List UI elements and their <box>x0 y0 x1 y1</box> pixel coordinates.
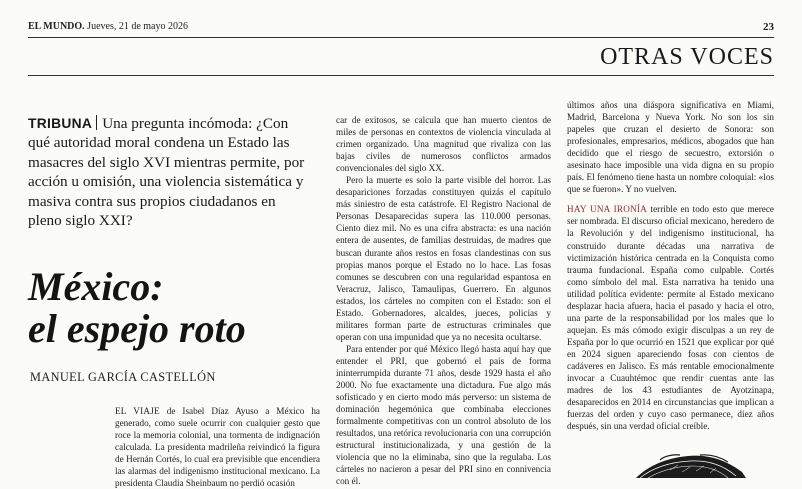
body-paragraph: car de exitosos, se calcula que han muerto cientos de miles de personas en contextos de violencia vinculada al crimen organizado. Una magnitud que rivaliza con las bajas civiles de numerosos conflictos armados convencionales del siglo XX. <box>336 115 551 174</box>
tribuna-deck-paragraph <box>28 114 310 230</box>
paragraph-text: terrible en todo esto que merece ser nombrada. El discurso oficial mexicano, heredero de la Revolución y del indigenismo institucional, ha construido durante décadas una narrativa de victimización histórica centrada en la Conquista como trauma fundacional. España como culpable. Cortés como símbolo del mal. Esta narrativa ha tenido una utilidad política evidente: permite al Estado mexicano desplazar hacia afuera, hacia el pasado y hacia el otro, una parte de la responsabilidad por los males que lo aquejan. Es más cómodo exigir disculpas a un rey de España por lo que ocurrió en 1521 que explicar por qué en 2024 siguen apareciendo fosas con cientos de cadáveres en Jalisco. Es más rentable emocionalmente invocar a Cuauhtémoc que rendir cuentas ante las madres de los 43 estudiantes de Ayotzinapa, desaparecidos en 2014 en circunstancias que implican a fuerzas del orden y cuyo caso permanece, diez años después, sin una verdad oficial creíble. <box>567 204 775 432</box>
issue-date: Jueves, 21 de mayo 2026 <box>87 21 188 32</box>
masthead <box>28 21 774 35</box>
headline-line-1: México: <box>28 264 164 309</box>
body-column-2 <box>336 114 551 487</box>
headline-line-2: el espejo roto <box>28 306 246 351</box>
body-column-3 <box>567 99 774 459</box>
body-paragraph: últimos años una diáspora significativa en Miami, Madrid, Barcelona y Nueva York. No son los sin papeles que cruzan el desierto de Sonora: son profesionales, empresarios, médicos, abogados que han decidido que el riesgo de secuestro, extorsión o asesinato hace imposible una vida digna en su propio país. El fenómeno tiene hasta un nombre coloquial: «los que se fueron». Y no vuelven. <box>567 100 774 195</box>
body-paragraph: Pero la muerte es solo la parte visible del horror. Las desapariciones forzadas constituyen quizás el capítulo más siniestro de esta catástrofe. El Registro Nacional de Personas Desaparecidas supera las 110.000 personas. Ciento diez mil. No es una cifra abstracta: es una nación entera de ausentes, de familias destruidas, de madres que buscan durante años restos en fosas clandestinas con sus propias manos porque el Estado no lo hace. Las fosas comunes se descubren con una regularidad espantosa en Veracruz, Jalisco, Tamaulipas, Guerrero. En algunos estados, los cárteles no compiten con el Estado: son el Estado. Gobernadores, alcaldes, jueces, policías y militares forman parte de estructuras criminales que operan con una impunidad que ya no necesita ocultarse. <box>336 175 551 342</box>
tribuna-deck: Una pregunta incómoda: ¿Con qué autoridad moral condena un Estado las masacres del siglo XVI mientras permite, por acción u omisión, una violencia sistemática y masiva contra sus propios ciudadanos en pleno siglo XXI? <box>28 115 305 230</box>
section-title: OTRAS VOCES <box>600 44 774 70</box>
lede-small-caps: EL VIAJE <box>115 406 160 416</box>
body-paragraph <box>115 405 320 489</box>
body-paragraph <box>567 203 774 432</box>
paper-name: EL MUNDO. <box>28 21 85 32</box>
masthead-rule <box>28 37 774 38</box>
section-small-caps: HAY UNA IRONÍA <box>567 204 648 215</box>
body-column-1 <box>115 405 320 489</box>
kicker-divider <box>96 115 97 130</box>
tribuna-kicker: TRIBUNA <box>28 116 93 131</box>
page-number: 23 <box>763 21 774 33</box>
body-paragraph: Para entender por qué México llegó hasta aquí hay que entender el PRI, que gobernó el país de forma ininterrumpida durante 71 años, desde 1929 hasta el año 2000. No fue exactamente una dictadura. Fue algo más sofisticado y en cierto modo más perverso: un sistema de dominación hegemónica que combinaba elecciones formalmente competitivas con un control absoluto de los resultados, una retórica revolucionaria con una corrupción estructural institucionalizada, y una gestión de la violencia que no la eliminaba, sino que la regulaba. Los cárteles no nacieron a pesar del PRI sino en connivencia con él. <box>336 343 551 487</box>
lede-text: de Isabel Díaz Ayuso a México ha generado, como suele ocurrir con cualquier gesto que roce la memoria colonial, una tormenta de indignación calculada. La presidenta madrileña reivindicó la figura de Hernán Cortés, lo cual era previsible que encendiera las alarmas del indigenismo institucional mexicano. La presidenta Claudia Sheinbaum no perdió ocasión <box>115 406 320 489</box>
illustration-sketch <box>630 452 748 478</box>
masthead-info <box>28 21 188 32</box>
tribuna-block <box>28 114 310 230</box>
author-byline: MANUEL GARCÍA CASTELLÓN <box>30 370 216 384</box>
section-rule <box>28 75 774 76</box>
article-headline <box>28 266 246 350</box>
